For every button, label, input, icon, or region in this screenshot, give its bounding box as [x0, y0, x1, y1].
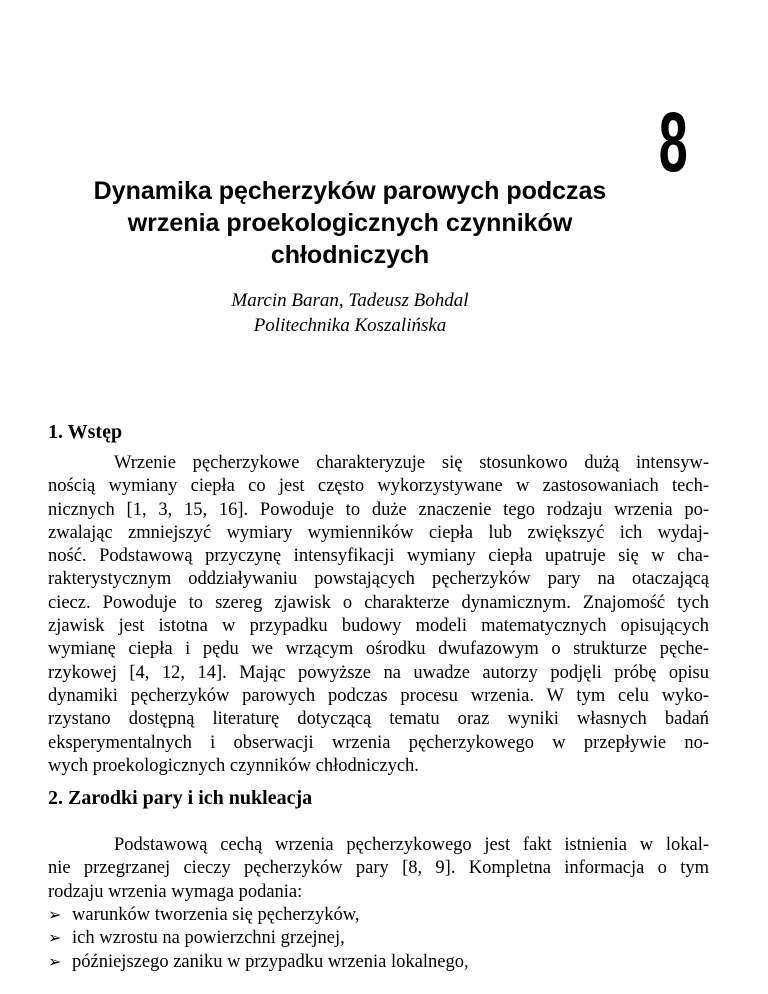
chapter-number: 8 [659, 95, 688, 189]
text-line: ność. Podstawową przyczynę intensyfikacji wymiany ciepła upatruje się w cha- [48, 546, 709, 567]
list-item-text: warunków tworzenia się pęcherzyków, [72, 905, 360, 925]
text-line: rzystano dostępną literaturę dotyczącą tematu oraz wyniki własnych badań [48, 709, 709, 730]
arrow-bullet-icon: ➢ [48, 953, 62, 971]
text-line: wych proekologicznych czynników chłodniczych. [48, 755, 419, 776]
arrow-bullet-icon: ➢ [48, 930, 62, 948]
text-line: nicznych [1, 3, 15, 16]. Powoduje to duże znaczenie tego rodzaju wrzenia po- [48, 499, 709, 520]
text-line: nie przegrzanej cieczy pęcherzyków pary [8, 9]. Kompletna informacja o tym [48, 858, 709, 879]
list-item [48, 927, 709, 950]
text-line: rakterystycznym oddziaływaniu powstających pęcherzyków pary na otaczającą [48, 569, 709, 590]
text-line: ciecz. Powoduje to szereg zjawisk o charakterze dynamicznym. Znajomość tych [48, 592, 709, 613]
text-line: zwalając zmniejszyć wymiary wymienników ciepła lub zwiększyć ich wydaj- [48, 522, 709, 543]
text-line: nością wymiany ciepła co jest często wykorzystywane w zastosowaniach tech- [48, 476, 709, 497]
text-line: wymianę ciepła i pędu we wrzącym ośrodku dwufazowym o strukturze pęche- [48, 639, 709, 660]
list-item-text: późniejszego zaniku w przypadku wrzenia lokalnego, [72, 951, 469, 972]
list-item [48, 951, 709, 974]
list-item [48, 904, 709, 927]
text-line: Wrzenie pęcherzykowe charakteryzuje się stosunkowo dużą intensyw- [114, 453, 709, 473]
section-heading: 2. Zarodki pary i ich nukleacja [48, 787, 313, 809]
section-paragraph [48, 452, 709, 778]
bullet-list [48, 904, 709, 974]
section-paragraph [48, 834, 709, 904]
author-affiliation: Politechnika Koszalińska [253, 315, 447, 336]
text-line: rzykowej [4, 12, 14]. Mając powyższe na uwadze autorzy podjęli próbę opisu [48, 662, 709, 683]
author-names: Marcin Baran, Tadeusz Bohdal [231, 290, 469, 311]
chapter-title [70, 175, 630, 271]
title-line: chłodniczych [270, 241, 430, 269]
title-line: Dynamika pęcherzyków parowych podczas [93, 177, 607, 205]
text-line: rodzaju wrzenia wymaga podania: [48, 881, 303, 902]
text-line: eksperymentalnych i obserwacji wrzenia pęcherzykowego w przepływie no- [48, 732, 709, 753]
arrow-bullet-icon: ➢ [48, 907, 62, 924]
text-line: dynamiki pęcherzyków parowych podczas procesu wrzenia. W tym celu wyko- [48, 685, 709, 706]
text-line: zjawisk jest istotna w przypadku budowy modeli matematycznych opisujących [48, 616, 709, 637]
title-line: wrzenia proekologicznych czynników [127, 209, 573, 237]
section-heading: 1. Wstęp [48, 421, 123, 443]
list-item-text: ich wzrostu na powierzchni grzejnej, [72, 928, 345, 949]
authors-block [0, 288, 700, 338]
text-line: Podstawową cechą wrzenia pęcherzykowego jest fakt istnienia w lokal- [114, 835, 709, 855]
